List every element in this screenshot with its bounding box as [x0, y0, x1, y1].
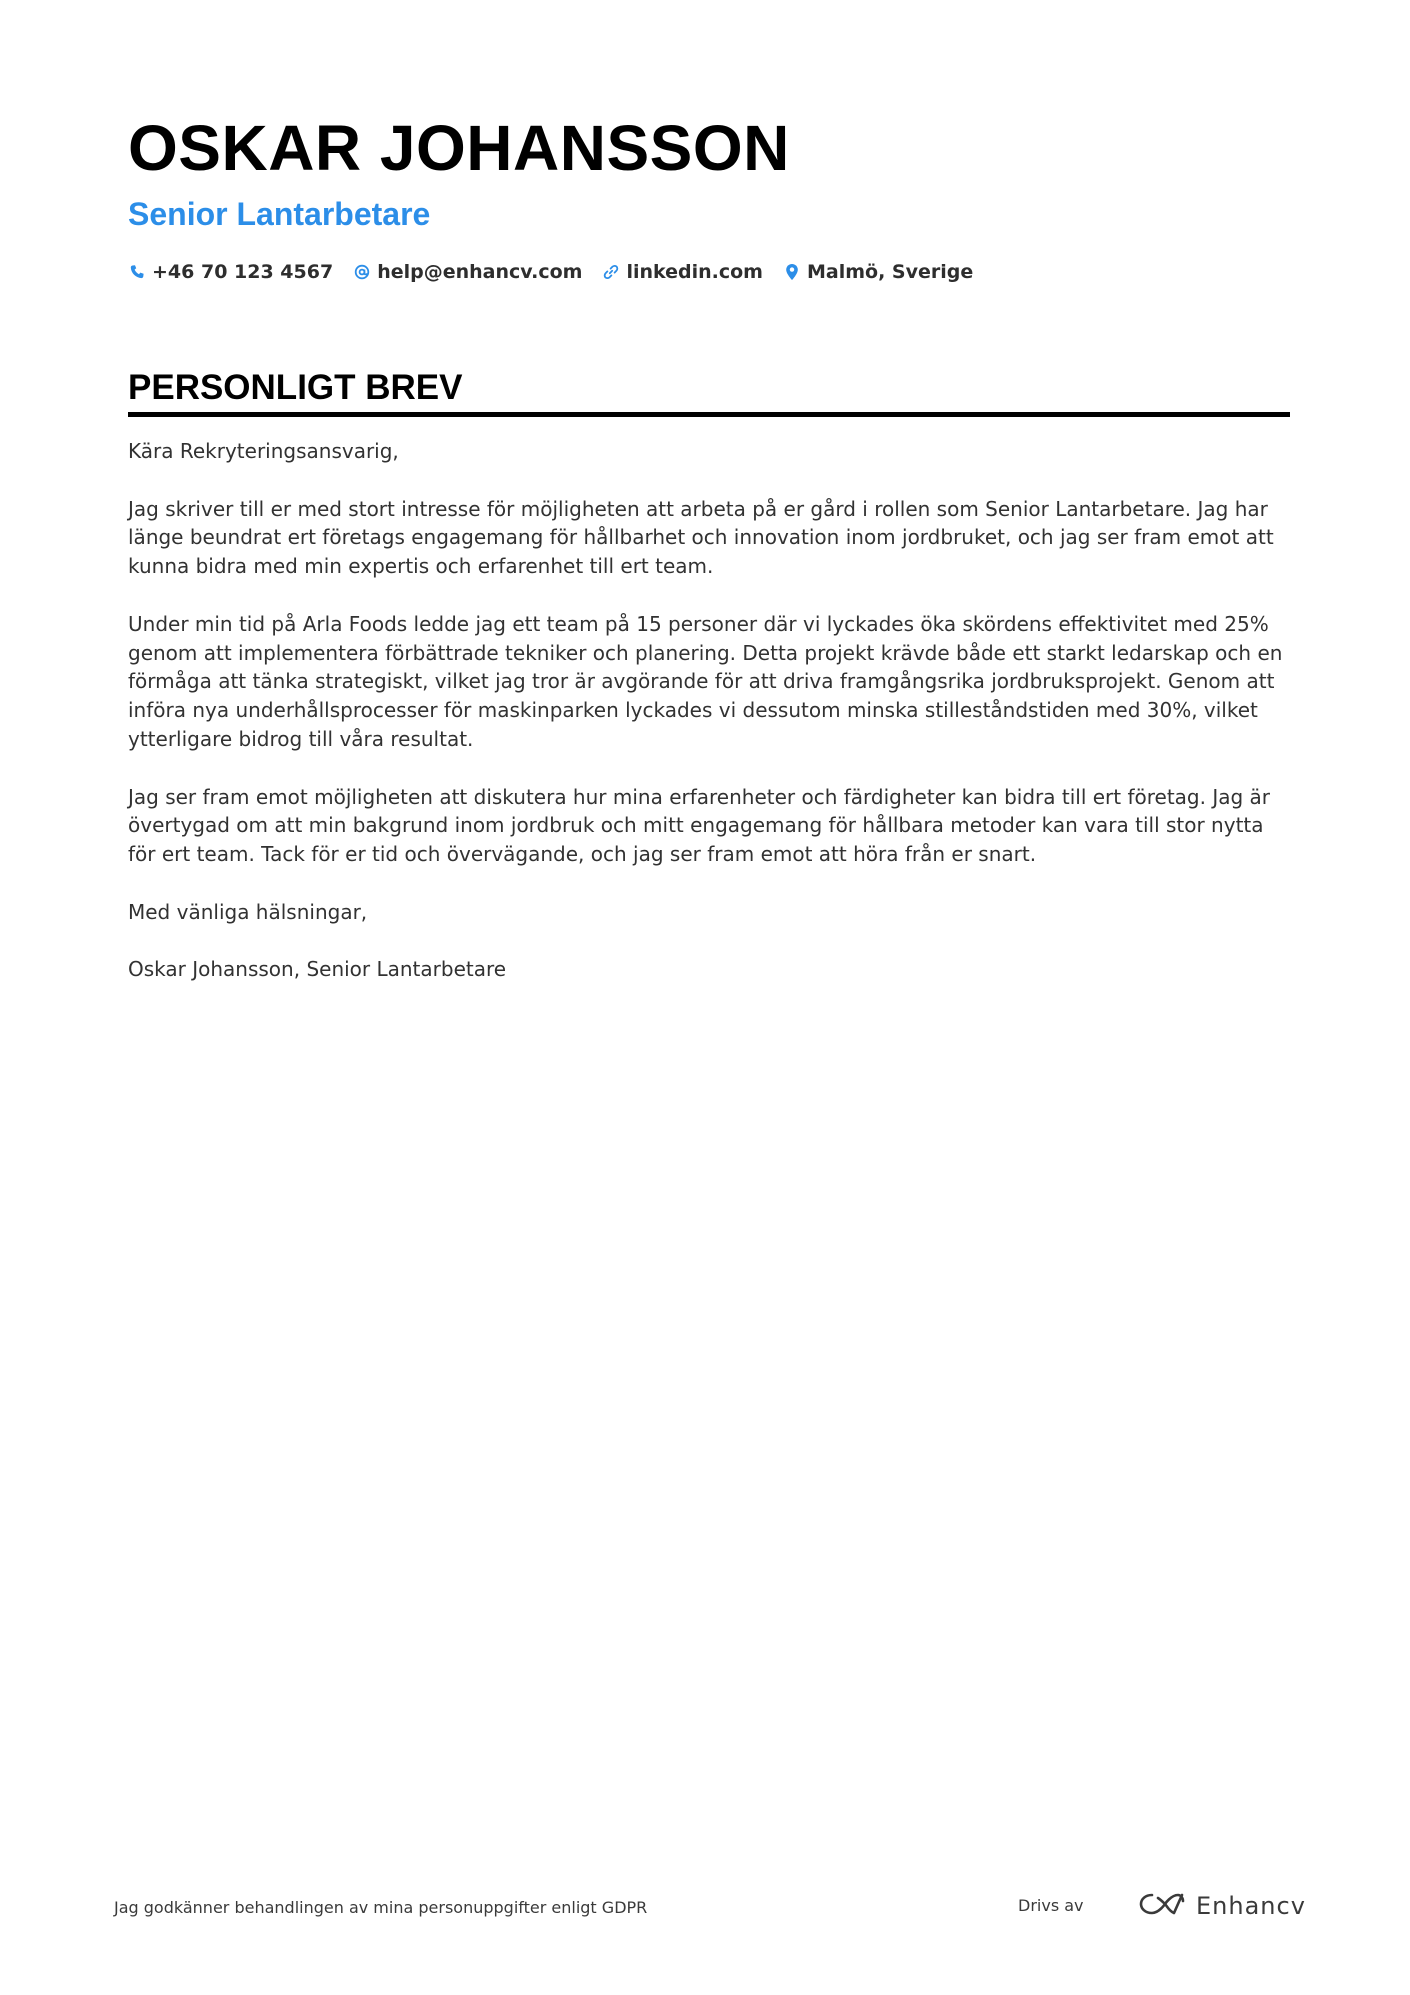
letter-signature: Oskar Johansson, Senior Lantarbetare	[128, 957, 507, 982]
header	[128, 112, 1288, 286]
candidate-name: OSKAR JOHANSSON	[128, 112, 790, 184]
candidate-role: Senior Lantarbetare	[128, 196, 431, 232]
contact-email-text[interactable]: help@enhancv.com	[377, 261, 583, 283]
letter-paragraph: Jag skriver till er med stort intresse för möjligheten att arbeta på er gård i rollen som Senior Lantarbetare. Jag har länge beundrat ert företags engagemang för hållbarhet och innovation inom jordbruket, och jag ser fram emot att kunna bidra med min expertis och erfarenhet till ert team.	[128, 496, 1274, 579]
contact-email[interactable]	[353, 261, 582, 283]
gdpr-consent-text: Jag godkänner behandlingen av mina personuppgifter enligt GDPR	[114, 1898, 648, 1917]
enhancv-brand-name: Enhancv	[1196, 1892, 1306, 1920]
footer	[114, 1892, 1306, 1932]
location-icon	[783, 263, 801, 281]
contact-location-text: Malmö, Sverige	[806, 261, 974, 283]
letter-body	[128, 437, 1290, 984]
at-icon	[353, 263, 371, 281]
section-divider	[128, 412, 1290, 417]
section-title: PERSONLIGT BREV	[128, 368, 463, 407]
powered-by-label: Drivs av	[1018, 1896, 1084, 1915]
contact-phone	[128, 261, 333, 283]
enhancv-logo-icon	[1138, 1890, 1186, 1922]
contact-location	[783, 261, 973, 283]
letter-paragraph: Under min tid på Arla Foods ledde jag ett team på 15 personer där vi lyckades öka skördens effektivitet med 25% genom att implementera förbättrade tekniker och planering. Detta projekt krävde både ett starkt ledarskap och en förmåga att tänka strategiskt, vilket jag tror är avgörande för att driva framgångsrika jordbruksprojekt. Genom att införa nya underhållsprocesser för maskinparken lyckades vi dessutom minska stilleståndstiden med 30%, vilket ytterligare bidrog till våra resultat.	[128, 611, 1283, 751]
enhancv-brand[interactable]	[1138, 1890, 1306, 1922]
contact-linkedin[interactable]	[602, 261, 763, 283]
contact-linkedin-text[interactable]: linkedin.com	[626, 261, 763, 283]
letter-closing: Med vänliga hälsningar,	[128, 899, 368, 924]
link-icon	[602, 263, 620, 281]
letter-greeting: Kära Rekryteringsansvarig,	[128, 439, 399, 463]
contact-bar	[128, 258, 1288, 286]
cover-letter-section	[128, 366, 1290, 1013]
contact-phone-text: +46 70 123 4567	[152, 261, 334, 283]
letter-paragraph: Jag ser fram emot möjligheten att diskutera hur mina erfarenheter och färdigheter kan bidra till ert företag. Jag är övertygad om att min bakgrund inom jordbruk och mitt engagemang för hållbara metoder kan vara till stor nytta för ert team. Tack för er tid och övervägande, och jag ser fram emot att höra från er snart.	[128, 784, 1271, 867]
phone-icon	[128, 263, 146, 281]
